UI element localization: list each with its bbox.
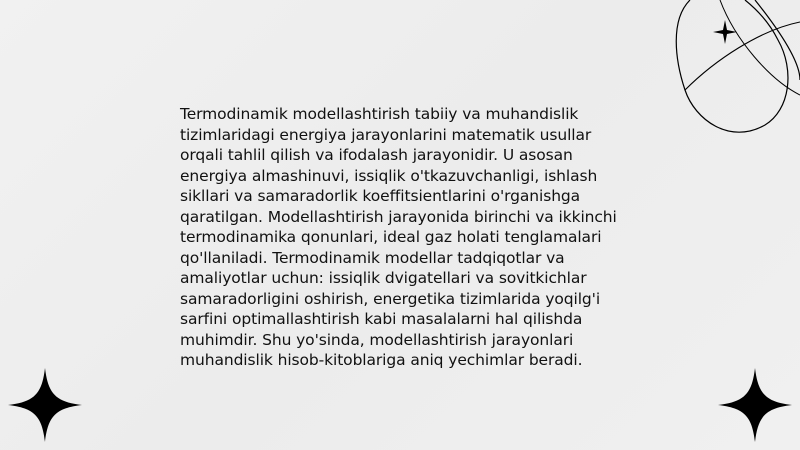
four-point-star-icon	[718, 368, 792, 442]
body-paragraph: Termodinamik modellashtirish tabiiy va muhandislik tizimlaridagi energiya jarayonlarini matematik usullar orqali tahlil qilish va ifodalash jarayonidir. U asosan energiya almashinuvi, issiqlik o'tkazuvchanligi, ishlash sikllari va samaradorlik koeffitsientlarini o'rganishga qaratilgan. Modellashtirish jarayonida birinchi va ikkinchi termodinamika qonunlari, ideal gaz holati tenglamalari qo'llaniladi. Termodinamik modellar tadqiqotlar va amaliyotlar uchun: issiqlik dvigatellari va sovitkichlar samaradorligini oshirish, energetika tizimlarida yoqilg'i sarfini optimallashtirish kabi masalalarni hal qilishda muhimdir. Shu yo'sinda, modellashtirish jarayonlari muhandislik hisob-kitoblariga aniq yechimlar beradi.	[180, 105, 617, 369]
four-point-star-icon	[8, 368, 82, 442]
orbit-sparkle-icon	[660, 0, 800, 150]
